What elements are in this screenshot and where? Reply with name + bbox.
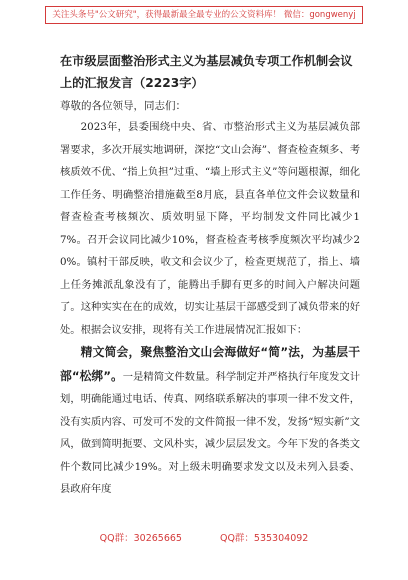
header-banner xyxy=(0,0,408,40)
greeting: 尊敬的各位领导，同志们： xyxy=(60,100,186,112)
promo-banner-text: 关注头条号"公文研究"，获得最新最全最专业的公文资料库！ 微信：gongwenyj xyxy=(45,6,362,24)
section-paragraph xyxy=(60,341,360,501)
document-body xyxy=(60,50,360,501)
document-title: 在市级层面整治形式主义为基层减负专项工作机制会议上的汇报发言（2223字） xyxy=(60,54,353,90)
footer-qq-group-1: QQ群：30265665 xyxy=(99,533,182,544)
section-heading: 精文简会，聚焦整治文山会海做好“简”法，为基层干部“松绑”。 xyxy=(60,345,360,383)
footer-qq-group-2: QQ群：535304092 xyxy=(219,533,309,544)
footer xyxy=(0,530,408,548)
paragraph: 2023年，县委围绕中央、省、市整治形式主义为基层减负部署要求，多次开展实地调研，深挖“文山会海”、督查检查频多、考核质效不优、“指上负担”过重、“墙上形式主义”等问题根源，细化工作任务、明确整治措施截至8月底，县直各单位文件会议数量和督查检查考核频次、质效明显下降，平均制发文件同比减少17%。召开会议同比减少10%，督查检查考核季度频次平均减少20%。镇村干部反映，收文和会议少了，检查更规范了，指上、墙上任务摊派乱象没有了，能腾出手脚有更多的时间入户解决问题了。这种实实在在的成效，切实让基层干部感受到了减负带来的好处。根据会议安排，现将有关工作进展情况汇报如下： xyxy=(60,121,360,336)
section-body: 一是精简文件数量。科学制定并严格执行年度发文计划，明确能通过电话、传真、网络联系解决的事项一律不发文件，没有实质内容、可发可不发的文件简报一律不发，发扬“短实新”文风，做到简明扼要、文风朴实，减少层层发文。今年下发的各类文件个数同比减少19%。对上级未明确要求发文以及未列入县委、县政府年度 xyxy=(60,370,360,495)
